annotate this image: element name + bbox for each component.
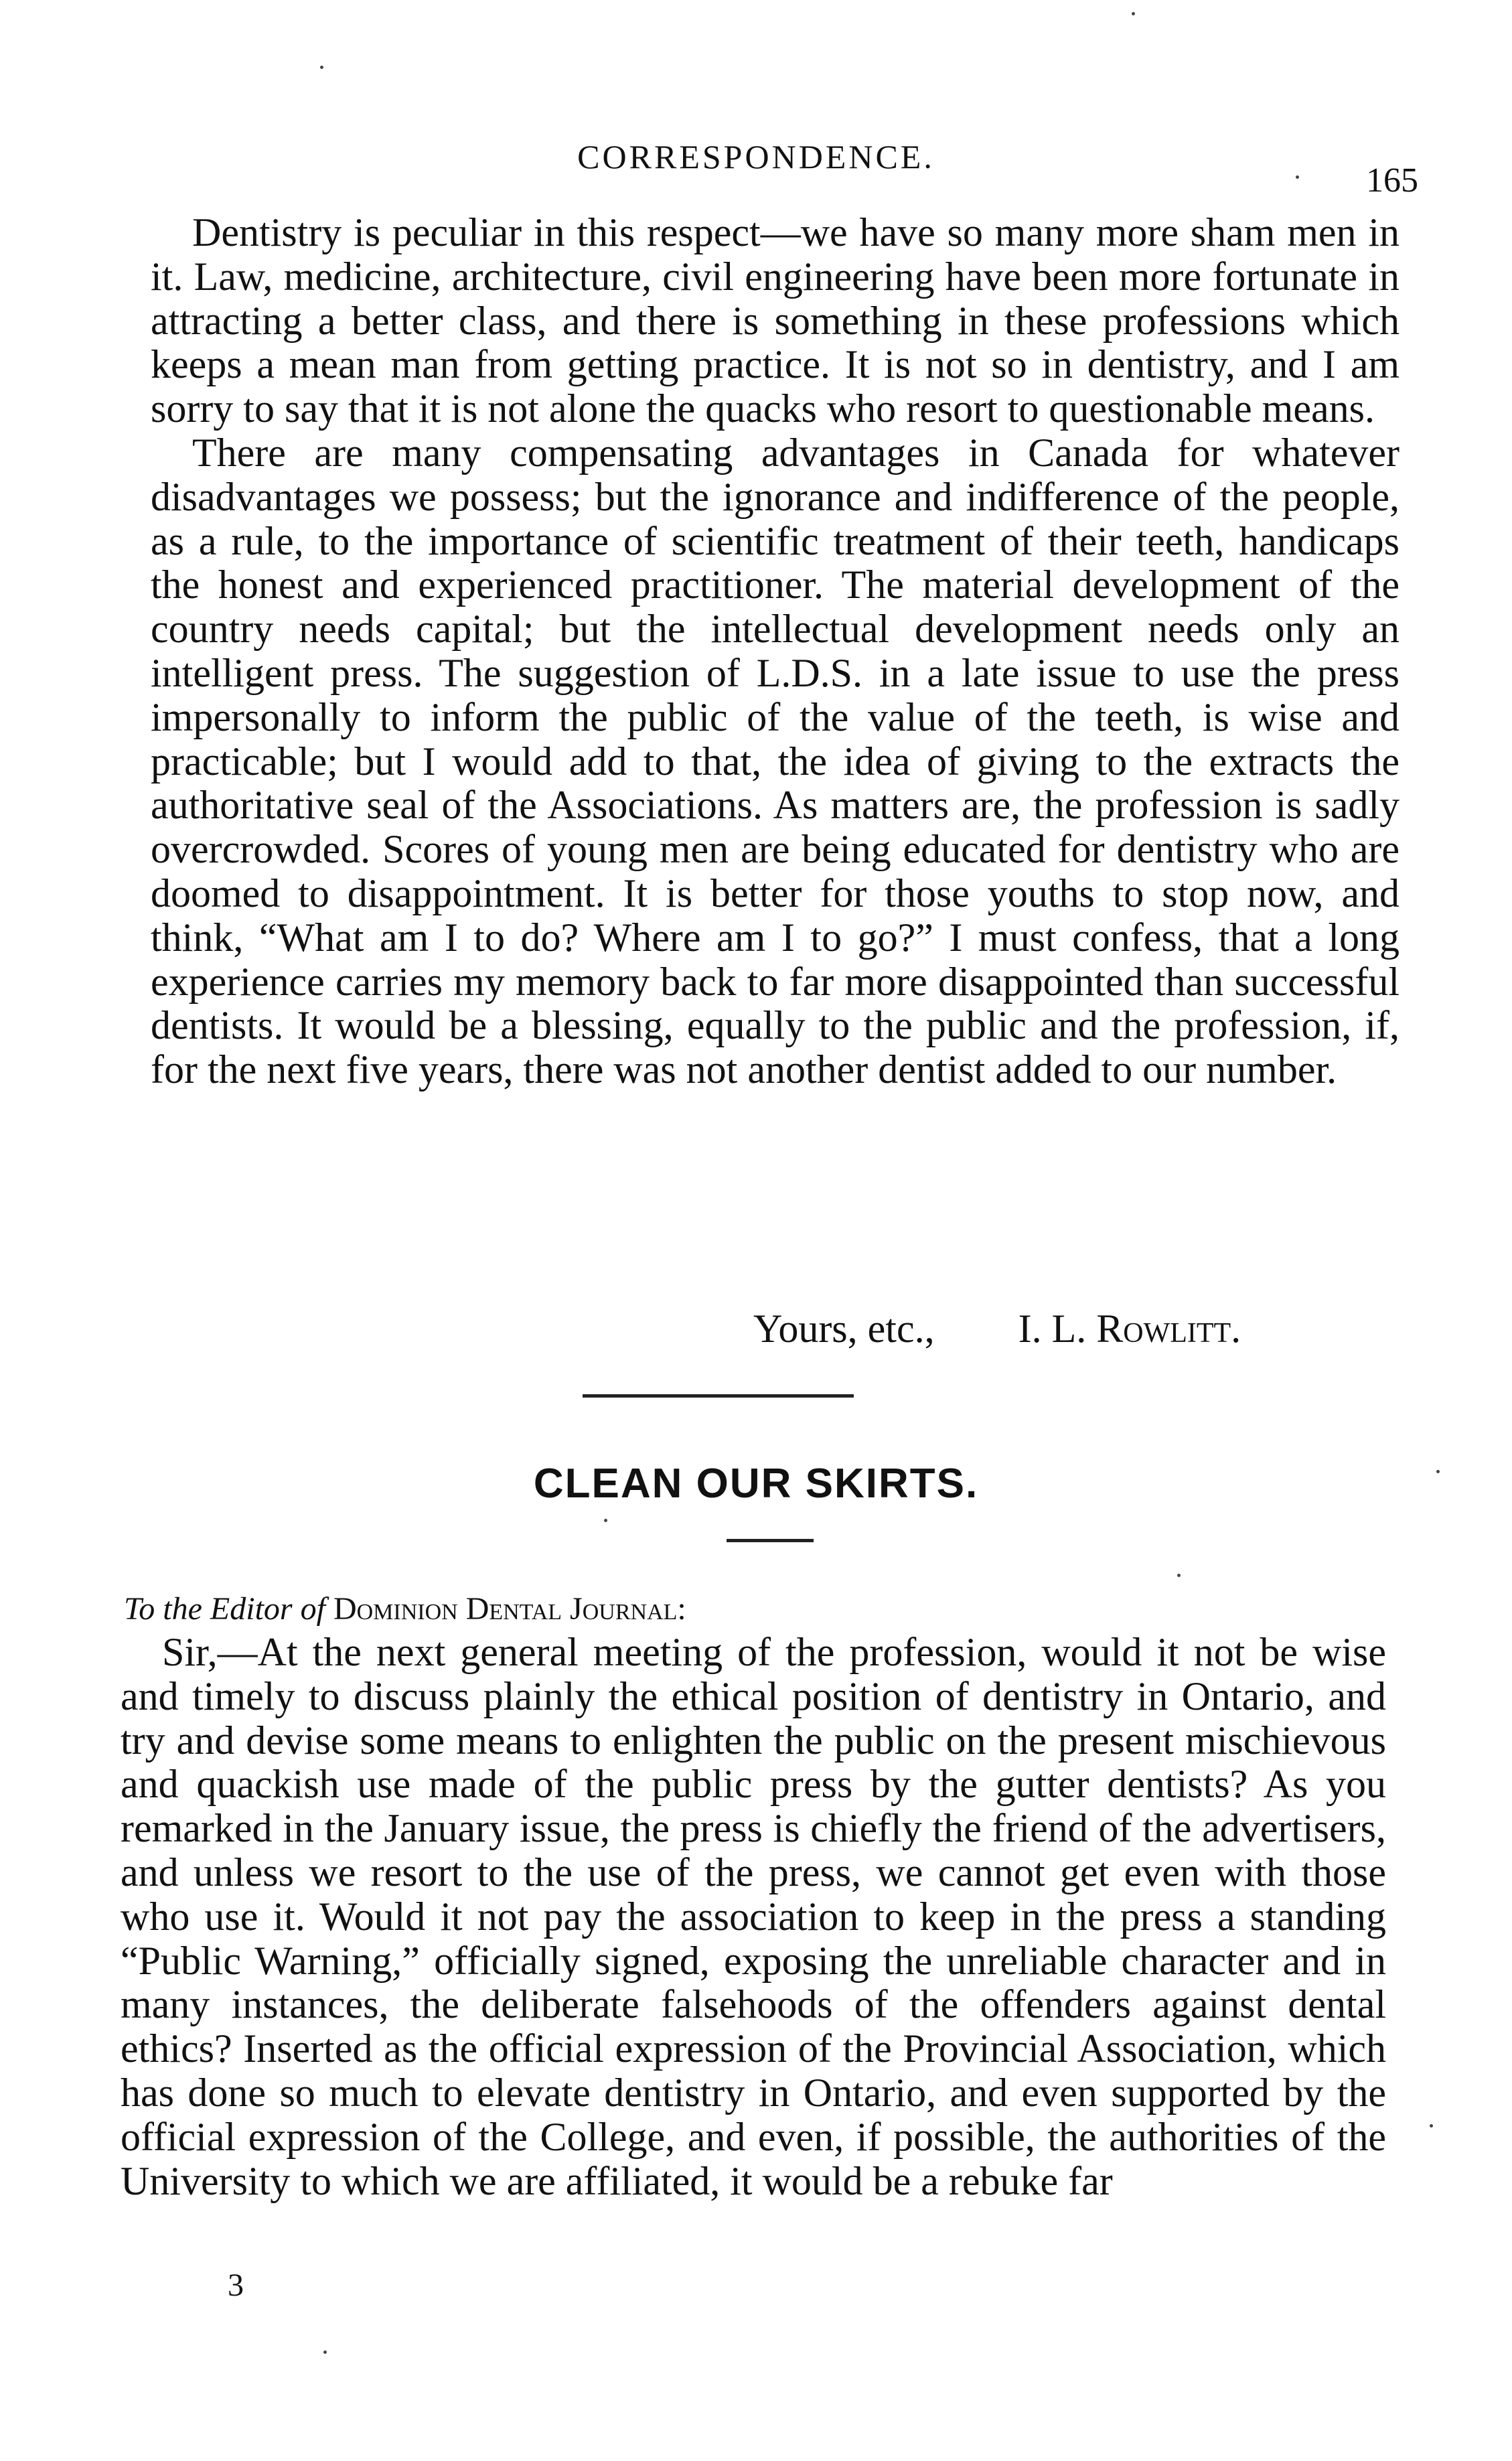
paper-speck <box>604 1519 607 1522</box>
paper-speck <box>1177 1574 1181 1577</box>
title-underline <box>727 1539 814 1542</box>
letter-clean-our-skirts <box>121 1631 1386 2203</box>
paper-speck <box>323 2351 327 2354</box>
closing: Yours, etc., <box>753 1307 935 1351</box>
paragraph: Dentistry is peculiar in this respect—we have so many more sham men in it. Law, medicine, architecture, civil engineering have been more fortunate in attracting a better class, and there is something in these professions which keeps a mean man from getting practice. It is not so in dentistry, and I am sorry to say that it is not alone the quacks who resort to questionable means. <box>151 210 1400 431</box>
article-title: CLEAN OUR SKIRTS. <box>533 1461 979 1507</box>
paragraph: There are many compensating advantages in Canada for whatever disadvantages we possess; but the ignorance and indifference of the people, as a rule, to the importance of scientific treatment of their teeth, handicaps the honest and experienced practitioner. The material development of the country needs capital; but the intellectual development needs only an intelligent press. The suggestion of L.D.S. in a late issue to use the press impersonally to inform the public of the value of the teeth, is wise and practicable; but I would add to that, the idea of giving to the extracts the authoritative seal of the Associations. As matters are, the profession is sadly overcrowded. Scores of young men are being educated for dentistry who are doomed to disappointment. It is better for those youths to stop now, and think, “What am I to do? Where am I to go?” I must confess, that a long experience carries my memory back to far more disappointed than successful dentists. It would be a blessing, equally to the public and the profession, if, for the next five years, there was not another dentist added to our number. <box>151 430 1400 1092</box>
letter-rowlitt <box>151 211 1400 1092</box>
paragraph: Sir,—At the next general meeting of the profession, would it not be wise and timely to discuss plainly the ethical position of dentistry in Ontario, and try and devise some means to enlighten the public on the present mischievous and quackish use made of the public press by the gutter dentists? As you remarked in the January issue, the press is chiefly the friend of the advertisers, and unless we resort to the use of the press, we cannot get even with those who use it. Would it not pay the association to keep in the press a standing “Public Warning,” officially signed, exposing the unreliable character and in many instances, the deliberate falsehoods of the offenders against dental ethics? Inserted as the official expression of the Provincial Association, which has done so much to elevate dentistry in Ontario, and even supported by the official expression of the College, and even, if possible, the authorities of the University to which we are affiliated, it would be a rebuke far <box>121 1630 1386 2203</box>
letter-signoff <box>753 1306 1241 1352</box>
paper-speck <box>1132 12 1135 15</box>
editor-address <box>124 1590 686 1627</box>
signature: I. L. Rowlitt. <box>1018 1307 1241 1351</box>
paper-speck <box>1296 175 1299 179</box>
paper-speck <box>1436 1470 1440 1473</box>
address-prefix: To the Editor of <box>124 1591 325 1627</box>
paper-speck <box>1430 2124 1433 2128</box>
signature-mark: 3 <box>228 2267 244 2303</box>
section-divider <box>583 1394 854 1398</box>
paper-speck <box>320 66 323 69</box>
page-number: 165 <box>1366 161 1418 200</box>
running-head: CORRESPONDENCE. <box>577 138 935 175</box>
journal-name: Dominion Dental Journal: <box>333 1591 686 1627</box>
